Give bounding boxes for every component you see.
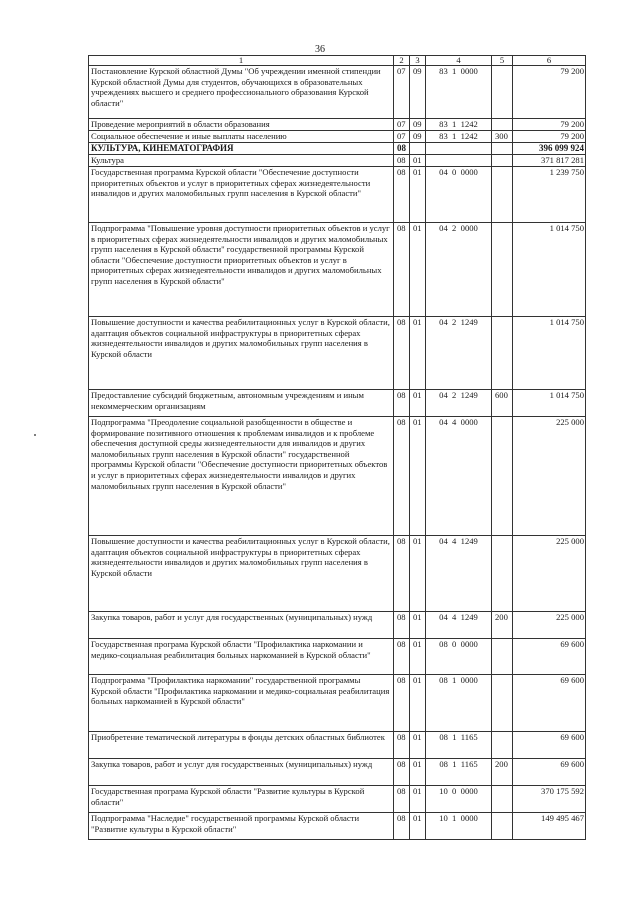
expense-type-cell: 300 [492,131,513,143]
row-name-cell: Культура [89,155,394,167]
table-row [89,759,586,786]
section-code-cell: 08 [394,417,410,536]
section-code-cell: 07 [394,131,410,143]
section-code-cell: 08 [394,759,410,786]
subsection-code-cell: 01 [410,639,426,675]
section-code-cell: 08 [394,639,410,675]
column-number-row [89,56,586,66]
row-name-cell: Подпрограмма "Наследие" государственной программы Курской области "Развитие культуры в Курской области" [89,813,394,840]
amount-cell: 1 014 750 [513,390,586,417]
subsection-code-cell: 01 [410,612,426,639]
row-name-cell: Подпрограмма "Преодоление социальной разобщенности в обществе и формирование позитивного отношения к проблемам инвалидов и к проблеме обеспечения доступной среды жизнедеятельности для инвалидов и других маломобильных групп населения в Курской области" государственной программы Курской области "Обеспечение доступности приоритетных объектов и услуг в приоритетных сферах жизнедеятельности инвалидов и других маломобильных групп населения в Курской области" [89,417,394,536]
amount-cell: 371 817 281 [513,155,586,167]
subsection-code-cell: 01 [410,786,426,813]
row-name-cell: КУЛЬТУРА, КИНЕМАТОГРАФИЯ [89,143,394,155]
expense-type-cell [492,675,513,732]
target-article-cell [426,143,492,155]
expense-type-cell [492,417,513,536]
amount-cell: 225 000 [513,417,586,536]
expense-type-cell [492,66,513,119]
section-code-cell: 08 [394,536,410,612]
section-code-cell: 08 [394,813,410,840]
table-row [89,536,586,612]
budget-table [88,55,586,840]
row-name-cell: Закупка товаров, работ и услуг для государственных (муниципальных) нужд [89,612,394,639]
row-name-cell: Подпрограмма "Повышение уровня доступности приоритетных объектов и услуг в приоритетных сферах жизнедеятельности инвалидов и других маломобильных групп населения в Курской области" государственной программы Курской области "Обеспечение доступности приоритетных объектов и услуг в приоритетных сферах жизнедеятельности инвалидов и других маломобильных групп населения в Курской области" [89,223,394,317]
table-row [89,813,586,840]
table-row [89,155,586,167]
subsection-code-cell: 01 [410,155,426,167]
table-row [89,131,586,143]
table-row [89,732,586,759]
target-article-cell: 10 1 0000 [426,813,492,840]
row-name-cell: Государственная програма Курской области "Развитие культуры в Курской области" [89,786,394,813]
target-article-cell: 08 1 1165 [426,759,492,786]
row-name-cell: Государственная програма Курской области "Профилактика наркомании и медико-социальная реабилитация больных наркоманией в Курской области" [89,639,394,675]
section-code-cell: 08 [394,732,410,759]
subsection-code-cell: 01 [410,813,426,840]
target-article-cell: 08 0 0000 [426,639,492,675]
section-code-cell: 08 [394,167,410,223]
target-article-cell: 08 1 1165 [426,732,492,759]
amount-cell: 69 600 [513,675,586,732]
table-row [89,167,586,223]
amount-cell: 79 200 [513,131,586,143]
amount-cell: 396 099 924 [513,143,586,155]
target-article-cell: 04 2 1249 [426,390,492,417]
amount-cell: 69 600 [513,639,586,675]
target-article-cell: 08 1 0000 [426,675,492,732]
section-code-cell: 08 [394,675,410,732]
target-article-cell: 83 1 1242 [426,119,492,131]
target-article-cell: 04 4 1249 [426,536,492,612]
column-header: 5 [492,56,513,66]
target-article-cell [426,155,492,167]
table-body [89,66,586,840]
expense-type-cell [492,317,513,390]
subsection-code-cell: 01 [410,536,426,612]
section-code-cell: 08 [394,143,410,155]
target-article-cell: 83 1 0000 [426,66,492,119]
table-row [89,417,586,536]
section-code-cell: 08 [394,390,410,417]
amount-cell: 225 000 [513,536,586,612]
subsection-code-cell: 09 [410,131,426,143]
expense-type-cell: 200 [492,612,513,639]
amount-cell: 79 200 [513,66,586,119]
row-name-cell: Закупка товаров, работ и услуг для государственных (муниципальных) нужд [89,759,394,786]
section-code-cell: 08 [394,612,410,639]
amount-cell: 1 014 750 [513,317,586,390]
subsection-code-cell: 01 [410,675,426,732]
section-code-cell: 08 [394,155,410,167]
section-code-cell: 08 [394,786,410,813]
subsection-code-cell: 01 [410,390,426,417]
row-name-cell: Подпрограмма "Профилактика наркомании" государственной программы Курской области "Профилактика наркомании и медико-социальная реабилитация больных наркоманией в Курской области" [89,675,394,732]
page-number: 36 [315,44,325,55]
subsection-code-cell: 01 [410,223,426,317]
column-header: 2 [394,56,410,66]
target-article-cell: 04 4 0000 [426,417,492,536]
amount-cell: 1 014 750 [513,223,586,317]
subsection-code-cell: 09 [410,66,426,119]
table-row [89,390,586,417]
row-name-cell: Приобретение тематической литературы в фонды детских областных библиотек [89,732,394,759]
scan-speck [34,434,36,436]
subsection-code-cell: 01 [410,732,426,759]
row-name-cell: Предоставление субсидий бюджетным, автономным учреждениям и иным некоммерческим организациям [89,390,394,417]
column-header: 6 [513,56,586,66]
table-row [89,143,586,155]
subsection-code-cell [410,143,426,155]
amount-cell: 1 239 750 [513,167,586,223]
subsection-code-cell: 01 [410,167,426,223]
table-row [89,317,586,390]
expense-type-cell [492,119,513,131]
table-row [89,786,586,813]
expense-type-cell [492,813,513,840]
expense-type-cell [492,536,513,612]
amount-cell: 225 000 [513,612,586,639]
section-code-cell: 07 [394,119,410,131]
target-article-cell: 04 2 0000 [426,223,492,317]
amount-cell: 69 600 [513,759,586,786]
amount-cell: 149 495 467 [513,813,586,840]
subsection-code-cell: 01 [410,759,426,786]
target-article-cell: 10 0 0000 [426,786,492,813]
section-code-cell: 07 [394,66,410,119]
table-row [89,66,586,119]
section-code-cell: 08 [394,317,410,390]
table-row [89,119,586,131]
amount-cell: 370 175 592 [513,786,586,813]
row-name-cell: Социальное обеспечение и иные выплаты населению [89,131,394,143]
subsection-code-cell: 09 [410,119,426,131]
row-name-cell: Повышение доступности и качества реабилитационных услуг в Курской области, адаптация объектов социальной инфраструктуры в приоритетных сферах жизнедеятельности инвалидов и других маломобильных групп населения в Курской области [89,317,394,390]
expense-type-cell [492,167,513,223]
column-header: 3 [410,56,426,66]
column-header: 1 [89,56,394,66]
row-name-cell: Постановление Курской областной Думы "Об учреждении именной стипендии Курской областной Думы для студентов, обучающихся в образовательных учреждениях высшего и среднего профессионального образования Курской области" [89,66,394,119]
expense-type-cell [492,223,513,317]
expense-type-cell [492,143,513,155]
expense-type-cell: 200 [492,759,513,786]
column-header: 4 [426,56,492,66]
expense-type-cell: 600 [492,390,513,417]
expense-type-cell [492,786,513,813]
amount-cell: 69 600 [513,732,586,759]
row-name-cell: Повышение доступности и качества реабилитационных услуг в Курской области, адаптация объектов социальной инфраструктуры в приоритетных сферах жизнедеятельности инвалидов и других маломобильных групп населения в Курской области [89,536,394,612]
table-row [89,612,586,639]
target-article-cell: 83 1 1242 [426,131,492,143]
expense-type-cell [492,639,513,675]
target-article-cell: 04 0 0000 [426,167,492,223]
expense-type-cell [492,155,513,167]
row-name-cell: Государственная программа Курской области "Обеспечение доступности приоритетных объектов и услуг в приоритетных сферах жизнедеятельности инвалидов и других маломобильных групп населения в Курской области" [89,167,394,223]
target-article-cell: 04 2 1249 [426,317,492,390]
table-row [89,223,586,317]
table-header [89,56,586,66]
amount-cell: 79 200 [513,119,586,131]
subsection-code-cell: 01 [410,417,426,536]
section-code-cell: 08 [394,223,410,317]
target-article-cell: 04 4 1249 [426,612,492,639]
expense-type-cell [492,732,513,759]
table-row [89,639,586,675]
subsection-code-cell: 01 [410,317,426,390]
row-name-cell: Проведение мероприятий в области образования [89,119,394,131]
table-row [89,675,586,732]
